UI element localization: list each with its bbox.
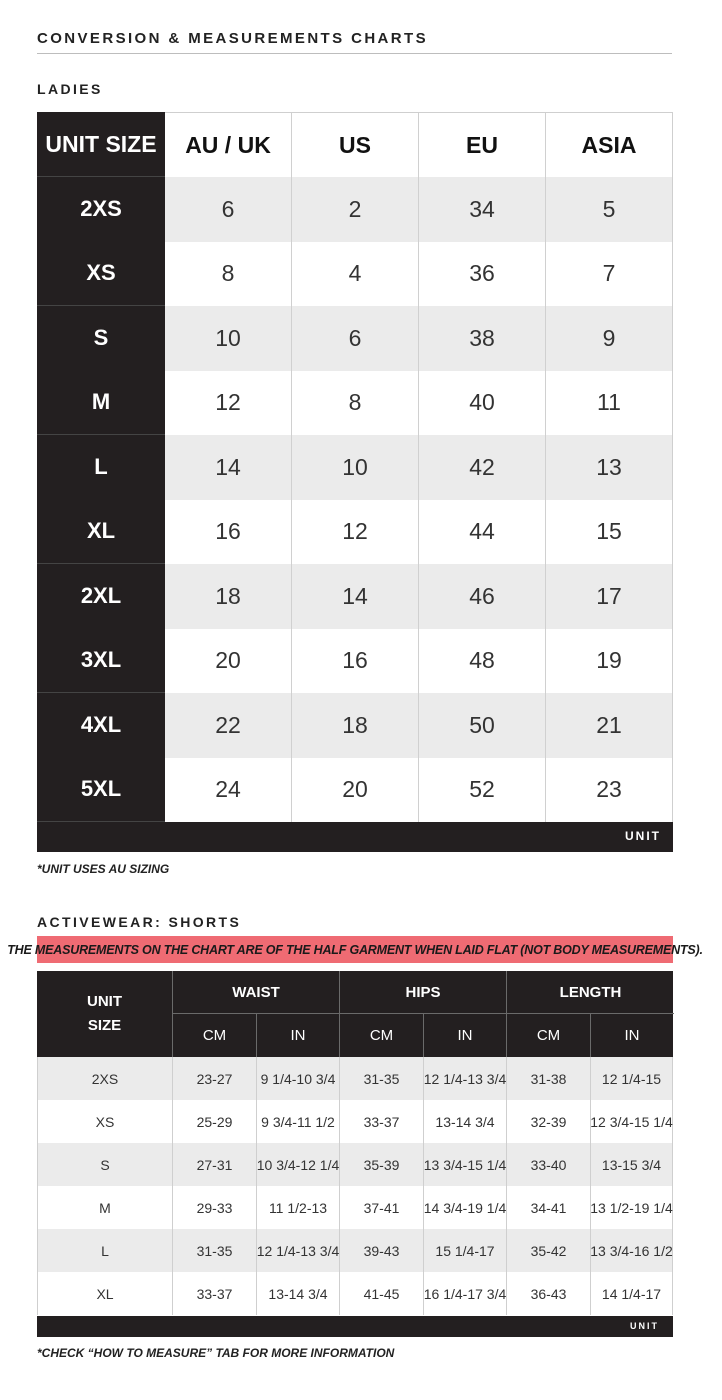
measurement-cell: 14 1/4-17: [591, 1272, 673, 1315]
measurement-cell: 13-15 3/4: [591, 1143, 673, 1186]
region-header: EU: [419, 112, 546, 177]
measurement-cell: 13 3/4-15 1/4: [424, 1143, 507, 1186]
measurement-cell: 31-35: [173, 1229, 257, 1272]
unit-size-cell: 2XS: [37, 1057, 173, 1100]
measurement-cell: 32-39: [507, 1100, 591, 1143]
measurement-cell: 25-29: [173, 1100, 257, 1143]
unit-size-cell: 3XL: [37, 628, 165, 693]
size-cell: 5: [546, 177, 673, 242]
table-row: [37, 435, 673, 500]
ladies-table-footer: [37, 822, 673, 852]
region-header: US: [292, 112, 419, 177]
size-cell: 22: [165, 693, 292, 758]
ladies-header-row: [37, 112, 673, 177]
unit-size-cell: S: [37, 1143, 173, 1186]
unit-size-header: [37, 971, 173, 1057]
hips-header: HIPS: [340, 971, 507, 1014]
unit-size-cell: 4XL: [37, 693, 165, 758]
unit-size-cell: 5XL: [37, 757, 165, 822]
unit-size-cell: M: [37, 1186, 173, 1229]
measurement-cell: 12 1/4-13 3/4: [424, 1057, 507, 1100]
size-cell: 19: [546, 628, 673, 693]
unit-size-cell: 2XS: [37, 177, 165, 242]
size-cell: 6: [165, 177, 292, 242]
ladies-conversion-table: [37, 112, 673, 852]
shorts-section-label: ACTIVEWEAR: SHORTS: [37, 914, 242, 930]
table-row: [37, 370, 673, 435]
unit-size-header: UNIT SIZE: [37, 112, 165, 177]
measurement-cell: 29-33: [173, 1186, 257, 1229]
table-row: [37, 1229, 673, 1272]
measurement-cell: 11 1/2-13: [257, 1186, 340, 1229]
size-cell: 12: [292, 499, 419, 564]
size-cell: 8: [292, 370, 419, 435]
measurement-cell: 36-43: [507, 1272, 591, 1315]
hips-in-header: IN: [424, 1014, 507, 1057]
table-row: [37, 564, 673, 629]
table-row: [37, 499, 673, 564]
unit-size-cell: M: [37, 370, 165, 435]
shorts-table-footer: [37, 1316, 673, 1337]
measurement-cell: 31-35: [340, 1057, 424, 1100]
size-cell: 2: [292, 177, 419, 242]
size-cell: 18: [292, 693, 419, 758]
measurement-cell: 35-42: [507, 1229, 591, 1272]
unit-size-cell: XS: [37, 241, 165, 306]
size-cell: 14: [292, 564, 419, 629]
size-cell: 8: [165, 241, 292, 306]
region-header: ASIA: [546, 112, 673, 177]
size-cell: 44: [419, 499, 546, 564]
size-cell: 42: [419, 435, 546, 500]
measurement-cell: 34-41: [507, 1186, 591, 1229]
size-cell: 40: [419, 370, 546, 435]
measurement-cell: 14 3/4-19 1/4: [424, 1186, 507, 1229]
table-row: [37, 241, 673, 306]
measurement-cell: 13-14 3/4: [424, 1100, 507, 1143]
size-cell: 34: [419, 177, 546, 242]
measurement-cell: 13 1/2-19 1/4: [591, 1186, 673, 1229]
shorts-table-header: [37, 971, 673, 1057]
unit-brand-tag: UNIT: [630, 1321, 659, 1331]
measurement-cell: 16 1/4-17 3/4: [424, 1272, 507, 1315]
table-row: [37, 693, 673, 758]
measurement-cell: 12 1/4-13 3/4: [257, 1229, 340, 1272]
unit-brand-tag: UNIT: [625, 829, 661, 843]
size-cell: 52: [419, 757, 546, 822]
region-header: AU / UK: [165, 112, 292, 177]
measurement-cell: 9 3/4-11 1/2: [257, 1100, 340, 1143]
how-to-measure-note: *CHECK “HOW TO MEASURE” TAB FOR MORE INFORMATION: [37, 1346, 395, 1360]
size-cell: 50: [419, 693, 546, 758]
size-cell: 18: [165, 564, 292, 629]
size-cell: 13: [546, 435, 673, 500]
measurement-cell: 13 3/4-16 1/2: [591, 1229, 673, 1272]
table-row: [37, 1143, 673, 1186]
unit-size-header-line1: UNIT: [87, 993, 122, 1010]
measurement-cell: 13-14 3/4: [257, 1272, 340, 1315]
waist-header: WAIST: [173, 971, 340, 1014]
length-header: LENGTH: [507, 971, 674, 1014]
unit-size-header-line2: SIZE: [87, 1017, 122, 1034]
measurement-cell: 15 1/4-17: [424, 1229, 507, 1272]
measurement-cell: 39-43: [340, 1229, 424, 1272]
size-cell: 23: [546, 757, 673, 822]
unit-size-cell: 2XL: [37, 564, 165, 629]
table-row: [37, 1100, 673, 1143]
table-row: [37, 306, 673, 371]
size-cell: 15: [546, 499, 673, 564]
measurement-cell: 33-37: [173, 1272, 257, 1315]
measurement-cell: 41-45: [340, 1272, 424, 1315]
measurement-cell: 33-40: [507, 1143, 591, 1186]
unit-size-cell: S: [37, 306, 165, 371]
measurement-cell: 33-37: [340, 1100, 424, 1143]
size-cell: 21: [546, 693, 673, 758]
unit-size-cell: XS: [37, 1100, 173, 1143]
unit-size-cell: XL: [37, 499, 165, 564]
table-row: [37, 177, 673, 242]
size-cell: 9: [546, 306, 673, 371]
waist-in-header: IN: [257, 1014, 340, 1057]
waist-cm-header: CM: [173, 1014, 257, 1057]
hips-cm-header: CM: [340, 1014, 424, 1057]
measurement-cell: 27-31: [173, 1143, 257, 1186]
measurement-cell: 10 3/4-12 1/4: [257, 1143, 340, 1186]
size-cell: 38: [419, 306, 546, 371]
measurement-cell: 31-38: [507, 1057, 591, 1100]
measurement-cell: 23-27: [173, 1057, 257, 1100]
size-cell: 48: [419, 628, 546, 693]
size-cell: 10: [165, 306, 292, 371]
size-cell: 20: [165, 628, 292, 693]
unit-size-cell: L: [37, 435, 165, 500]
size-cell: 10: [292, 435, 419, 500]
length-in-header: IN: [624, 1027, 640, 1044]
size-cell: 4: [292, 241, 419, 306]
size-cell: 7: [546, 241, 673, 306]
measurement-cell: 9 1/4-10 3/4: [257, 1057, 340, 1100]
table-row: [37, 628, 673, 693]
shorts-measurement-table: [37, 971, 673, 1337]
size-cell: 17: [546, 564, 673, 629]
length-cm-header: CM: [507, 1014, 591, 1057]
table-row: [37, 1272, 673, 1315]
size-cell: 16: [165, 499, 292, 564]
size-cell: 36: [419, 241, 546, 306]
table-row: [37, 1186, 673, 1229]
size-cell: 14: [165, 435, 292, 500]
measurement-cell: 35-39: [340, 1143, 424, 1186]
title-divider: [37, 53, 672, 54]
size-cell: 46: [419, 564, 546, 629]
ladies-section-label: LADIES: [37, 81, 103, 97]
table-row: [37, 1057, 673, 1100]
measurement-cell: 12 3/4-15 1/4: [591, 1100, 673, 1143]
size-cell: 12: [165, 370, 292, 435]
unit-size-cell: XL: [37, 1272, 173, 1315]
size-cell: 6: [292, 306, 419, 371]
size-cell: 20: [292, 757, 419, 822]
size-cell: 16: [292, 628, 419, 693]
measurement-cell: 37-41: [340, 1186, 424, 1229]
size-cell: 11: [546, 370, 673, 435]
measurement-warning-banner: THE MEASUREMENTS ON THE CHART ARE OF THE HALF GARMENT WHEN LAID FLAT (NOT BODY MEASUREMENTS).: [37, 936, 673, 963]
unit-size-cell: L: [37, 1229, 173, 1272]
page-title: CONVERSION & MEASUREMENTS CHARTS: [37, 30, 428, 47]
table-row: [37, 757, 673, 822]
ladies-sizing-note: *UNIT USES AU SIZING: [37, 862, 170, 876]
measurement-cell: 12 1/4-15: [591, 1057, 673, 1100]
size-cell: 24: [165, 757, 292, 822]
